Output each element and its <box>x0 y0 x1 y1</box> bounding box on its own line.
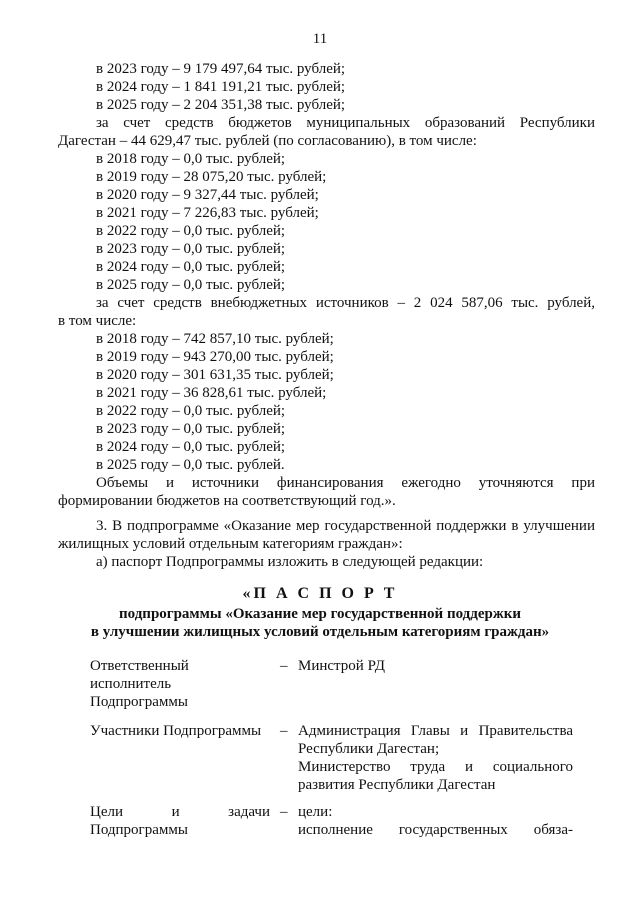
label-line: Подпрограммы <box>90 822 188 838</box>
funding-line: в 2021 году – 7 226,83 тыс. рублей; <box>96 205 319 221</box>
funding-line: в 2023 году – 9 179 497,64 тыс. рублей; <box>96 61 346 77</box>
label-line: Ответственный <box>90 658 189 674</box>
page-number: 11 <box>312 31 328 47</box>
item3-paragraph: жилищных условий отдельным категориям граждан»: <box>58 536 403 552</box>
row-dash: – <box>280 804 288 820</box>
row-label-goals <box>90 803 270 839</box>
item3-paragraph: 3. В подпрограмме «Оказание мер государственной поддержки в улучшении <box>96 518 595 534</box>
label-word: Цели <box>90 804 124 820</box>
row-value-goals: цели: <box>298 804 333 820</box>
funding-line: в 2023 году – 0,0 тыс. рублей; <box>96 241 286 257</box>
funding-line: в 2025 году – 0,0 тыс. рублей; <box>96 277 286 293</box>
funding-line: в 2018 году – 0,0 тыс. рублей; <box>96 151 286 167</box>
row-value-goals: исполнение государственных обяза- <box>298 822 573 838</box>
municipal-funding-line: Дагестан – 44 629,47 тыс. рублей (по согласованию), в том числе: <box>58 133 477 149</box>
funding-line: в 2019 году – 943 270,00 тыс. рублей; <box>96 349 334 365</box>
label-word: и <box>171 804 180 820</box>
row-value-participants: Министерство труда и социального <box>298 759 573 775</box>
row-dash: – <box>280 723 288 739</box>
funding-line: в 2025 году – 0,0 тыс. рублей. <box>96 457 285 473</box>
funding-line: в 2021 году – 36 828,61 тыс. рублей; <box>96 385 327 401</box>
row-label-participants: Участники Подпрограммы <box>90 723 262 739</box>
extrabudget-funding-line: в том числе: <box>58 313 137 329</box>
row-value-participants: Администрация Главы и Правительства <box>298 723 573 739</box>
passport-subtitle: подпрограммы «Оказание мер государственной поддержки <box>119 606 521 622</box>
volumes-paragraph: Объемы и источники финансирования ежегодно уточняются при <box>96 475 595 491</box>
passport-subtitle: в улучшении жилищных условий отдельным категориям граждан» <box>90 624 550 640</box>
funding-line: в 2025 году – 2 204 351,38 тыс. рублей; <box>96 97 346 113</box>
funding-line: в 2024 году – 0,0 тыс. рублей; <box>96 439 286 455</box>
municipal-funding-line: за счет средств бюджетов муниципальных образований Республики <box>96 115 595 131</box>
funding-line: в 2024 году – 0,0 тыс. рублей; <box>96 259 286 275</box>
funding-line: в 2020 году – 9 327,44 тыс. рублей; <box>96 187 319 203</box>
funding-line: в 2023 году – 0,0 тыс. рублей; <box>96 421 286 437</box>
passport-title: «П А С П О Р Т <box>242 585 398 602</box>
row-label-responsible <box>90 657 270 711</box>
label-line: исполнитель <box>90 676 172 692</box>
row-value-responsible: Минстрой РД <box>298 658 386 674</box>
row-value-participants: развития Республики Дагестан <box>298 777 496 793</box>
funding-line: в 2019 году – 28 075,20 тыс. рублей; <box>96 169 327 185</box>
label-line: Подпрограммы <box>90 694 188 710</box>
volumes-paragraph: формировании бюджетов на соответствующий год.». <box>58 493 396 509</box>
funding-line: в 2020 году – 301 631,35 тыс. рублей; <box>96 367 334 383</box>
extrabudget-funding-line: за счет средств внебюджетных источников – 2 024 587,06 тыс. рублей, <box>96 295 595 311</box>
funding-line: в 2022 году – 0,0 тыс. рублей; <box>96 223 286 239</box>
label-line <box>90 803 270 821</box>
funding-line: в 2018 году – 742 857,10 тыс. рублей; <box>96 331 334 347</box>
item3-paragraph: а) паспорт Подпрограммы изложить в следующей редакции: <box>96 554 484 570</box>
funding-line: в 2024 году – 1 841 191,21 тыс. рублей; <box>96 79 346 95</box>
funding-line: в 2022 году – 0,0 тыс. рублей; <box>96 403 286 419</box>
row-value-participants: Республики Дагестан; <box>298 741 440 757</box>
row-dash: – <box>280 658 288 674</box>
label-word: задачи <box>228 804 270 820</box>
